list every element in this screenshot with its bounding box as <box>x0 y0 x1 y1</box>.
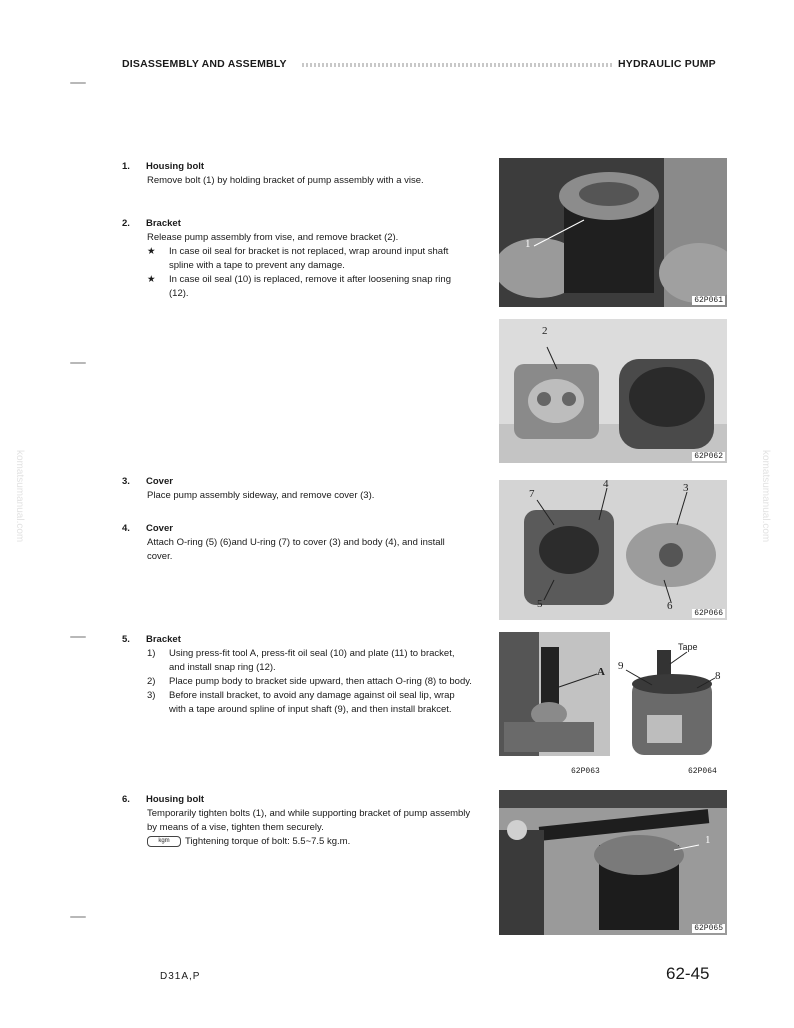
callout-label: 3 <box>683 482 689 494</box>
photo-62p062 <box>499 319 727 463</box>
bracket-photo-illustration <box>499 319 727 463</box>
section-text: Place pump assembly sideway, and remove cover (3). <box>147 490 375 501</box>
model-code: D31A,P <box>160 971 201 982</box>
header-left: DISASSEMBLY AND ASSEMBLY <box>122 58 287 70</box>
photo-code: 62P062 <box>694 452 723 461</box>
step-item: 1) Using press-fit tool A, press-fit oil seal (10) and plate (11) to bracket, and install snap ring (12). <box>147 648 455 673</box>
photo-62p065 <box>499 790 727 935</box>
torque-spec: kgm Tightening torque of bolt: 5.5~7.5 kg.m. <box>122 835 472 849</box>
section-3 <box>122 475 472 503</box>
watermark-left: komatsumanual.com <box>14 450 25 543</box>
photo-code: 62P063 <box>571 767 600 776</box>
callout-label: 8 <box>715 670 721 682</box>
watermark-right: komatsumanual.com <box>760 450 771 543</box>
photo-62p063 <box>499 632 610 756</box>
step-item: 2) Place pump body to bracket side upward, then attach O-ring (8) to body. <box>147 676 472 687</box>
photo-code: 62P064 <box>688 767 717 776</box>
photo-62p061 <box>499 158 727 307</box>
callout-label: 7 <box>529 488 535 500</box>
press-fit-photo-illustration <box>499 632 610 756</box>
section-text: Remove bolt (1) by holding bracket of pump assembly with a vise. <box>147 175 424 186</box>
photo-code: 62P061 <box>694 296 723 305</box>
housing-bolt-photo-illustration <box>499 790 727 935</box>
star-icon: ★ <box>147 246 156 257</box>
section-text: Release pump assembly from vise, and remove bracket (2). <box>147 232 399 243</box>
section-heading: 2. Bracket <box>122 218 181 229</box>
section-6 <box>122 793 472 849</box>
page-number: 62-45 <box>666 964 710 983</box>
section-2 <box>122 217 472 301</box>
section-text: Attach O-ring (5) (6)and U-ring (7) to cover (3) and body (4), and install cover. <box>147 537 445 562</box>
punch-hole-mark <box>70 362 86 364</box>
header-right: HYDRAULIC PUMP <box>618 58 716 70</box>
callout-label: 5 <box>537 598 543 610</box>
section-5 <box>122 633 472 717</box>
section-heading: 6. Housing bolt <box>122 794 205 805</box>
section-text: Temporarily tighten bolts (1), and while supporting bracket of pump assembly by means of a vise, tighten them securely. <box>147 808 471 833</box>
pump-body-illustration <box>612 640 727 760</box>
callout-label: 9 <box>618 660 624 672</box>
section-heading: 3. Cover <box>122 476 173 487</box>
photo-code: 62P066 <box>694 609 723 618</box>
punch-hole-mark <box>70 82 86 84</box>
bullet-item: ★ In case oil seal for bracket is not replaced, wrap around input shaft spline with a tape to prevent any damage. <box>147 246 449 271</box>
step-item: 3) Before install bracket, to avoid any damage against oil seal lip, wrap with a tape around spline of input shaft (9), and then install brakcet. <box>147 690 455 715</box>
photo-62p064 <box>612 640 727 760</box>
pump-photo-illustration <box>499 158 727 307</box>
callout-label: A <box>597 666 605 678</box>
section-heading: 1. Housing bolt <box>122 161 205 172</box>
section-1 <box>122 160 472 188</box>
callout-label: 4 <box>603 480 609 490</box>
header-dots <box>302 63 614 67</box>
section-heading: 4. Cover <box>122 523 173 534</box>
punch-hole-mark <box>70 636 86 638</box>
callout-label: 1 <box>705 834 711 846</box>
callout-label: 2 <box>542 325 548 337</box>
cover-photo-illustration <box>499 480 727 620</box>
punch-hole-mark <box>70 916 86 918</box>
callout-label: Tape <box>678 642 698 652</box>
photo-62p066 <box>499 480 727 620</box>
photo-code: 62P065 <box>694 924 723 933</box>
wrench-icon: kgm <box>147 836 181 847</box>
section-heading: 5. Bracket <box>122 634 181 645</box>
section-4 <box>122 522 472 564</box>
callout-label: 6 <box>667 600 673 612</box>
star-icon: ★ <box>147 274 156 285</box>
callout-label: 1 <box>525 238 531 250</box>
bullet-item: ★ In case oil seal (10) is replaced, remove it after loosening snap ring (12). <box>147 274 451 299</box>
